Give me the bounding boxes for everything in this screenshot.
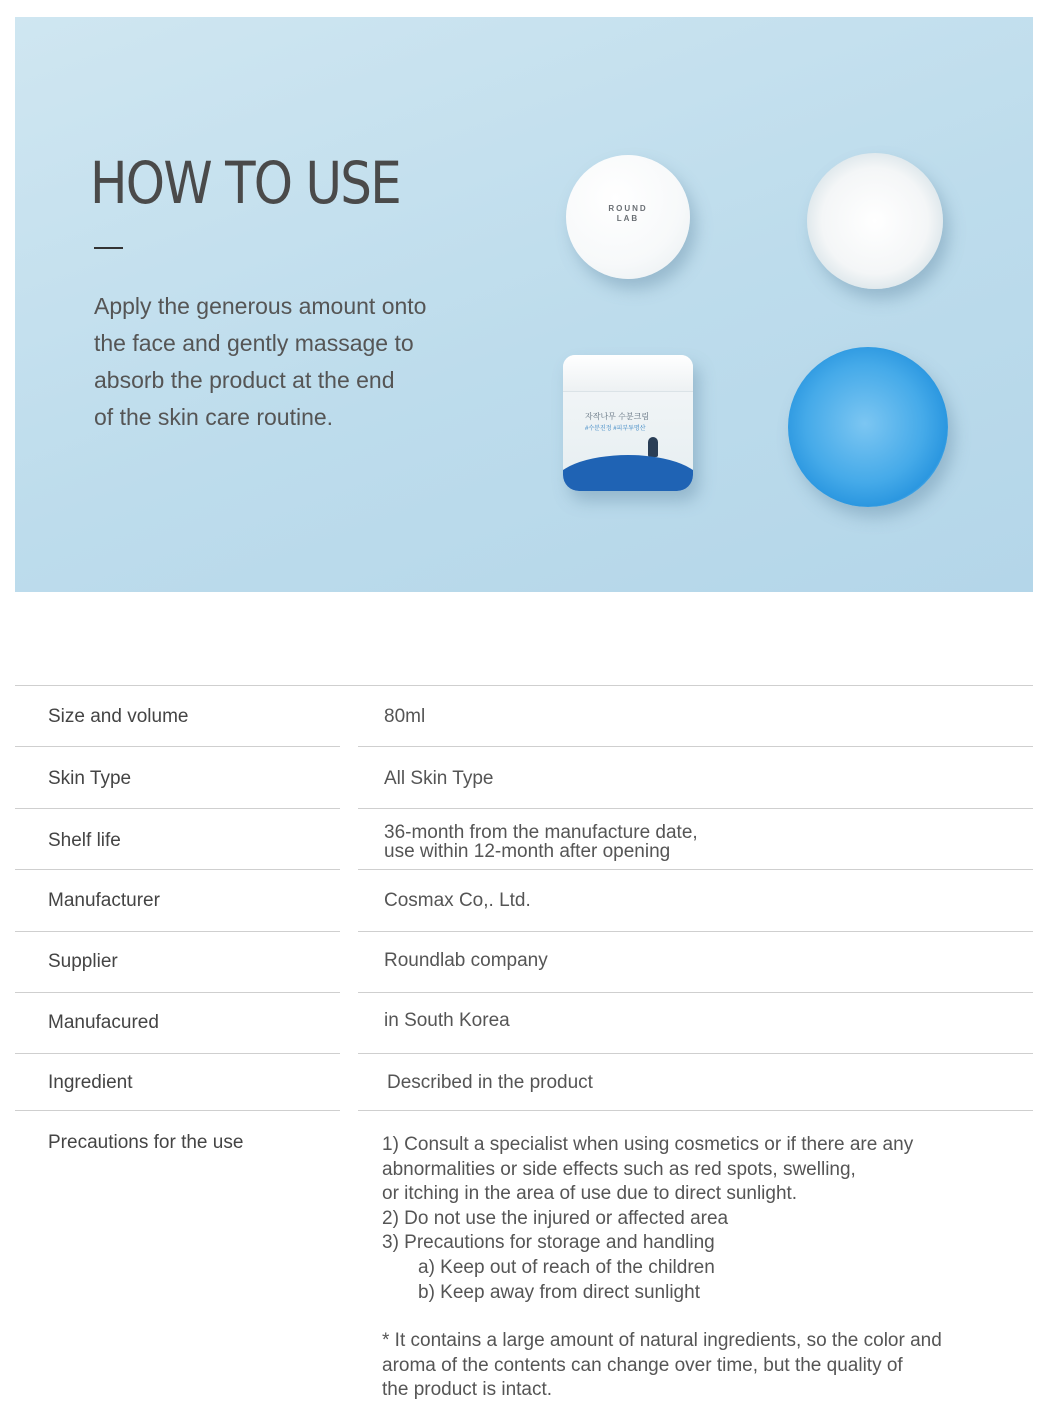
row-divider xyxy=(15,931,340,932)
precaution-line: 1) Consult a specialist when using cosmetics or if there are any xyxy=(382,1134,914,1155)
row-divider xyxy=(358,869,1033,870)
row-divider xyxy=(358,992,1033,993)
precaution-line: or itching in the area of use due to direct sunlight. xyxy=(382,1183,798,1205)
row-divider xyxy=(358,808,1033,809)
how-to-use-title: HOW TO USE xyxy=(90,149,401,217)
row-divider xyxy=(15,746,340,747)
title-divider xyxy=(94,247,123,249)
precaution-note-line: * It contains a large amount of natural ingredients, so the color and xyxy=(382,1330,942,1352)
shelf-life-label: Shelf life xyxy=(48,830,121,851)
jar-illustration-figure xyxy=(648,437,658,457)
brand-logo xyxy=(566,204,690,224)
shelf-life-value xyxy=(384,823,698,861)
precaution-line: abnormalities or side effects such as red spots, swelling, xyxy=(382,1158,856,1180)
description-line: absorb the product at the end xyxy=(94,367,395,393)
manufactured-value: in South Korea xyxy=(384,1010,510,1031)
row-divider xyxy=(358,1110,1033,1111)
jar-cap xyxy=(563,355,693,392)
shelf-life-line: use within 12-month after opening xyxy=(384,841,671,862)
precaution-note-line: aroma of the contents can change over time, but the quality of xyxy=(382,1354,903,1376)
row-divider xyxy=(15,992,340,993)
supplier-value: Roundlab company xyxy=(384,950,548,971)
row-divider xyxy=(15,869,340,870)
precaution-note-line: the product is intact. xyxy=(382,1379,553,1401)
shelf-life-line: 36-month from the manufacture date, xyxy=(384,822,698,843)
precaution-sub-line: b) Keep away from direct sunlight xyxy=(418,1281,700,1303)
manufactured-label: Manufacured xyxy=(48,1012,159,1033)
jar-label-name: 자작나무 수분크림 xyxy=(585,412,650,421)
manufacturer-value: Cosmax Co,. Ltd. xyxy=(384,890,531,911)
description-line: the face and gently massage to xyxy=(94,330,414,356)
jar-illustration-wave xyxy=(563,455,693,491)
row-divider xyxy=(15,1110,340,1111)
jar-label-tags: #수분진정 #피부투명산 xyxy=(585,426,646,432)
jar-lid-image xyxy=(566,155,690,279)
ingredient-label: Ingredient xyxy=(48,1072,133,1093)
row-divider xyxy=(358,1053,1033,1054)
skin-type-label: Skin Type xyxy=(48,768,132,789)
brand-logo-line: ROUND xyxy=(608,204,648,213)
row-divider xyxy=(15,808,340,809)
row-divider xyxy=(358,746,1033,747)
precautions-value xyxy=(382,1133,942,1403)
skin-type-value: All Skin Type xyxy=(384,768,494,789)
table-top-border xyxy=(15,685,1033,686)
size-volume-value: 80ml xyxy=(384,706,426,727)
gel-jar-image xyxy=(788,347,948,507)
precautions-label: Precautions for the use xyxy=(48,1132,244,1153)
row-divider xyxy=(358,931,1033,932)
description-line: of the skin care routine. xyxy=(94,404,334,430)
jar-label xyxy=(585,411,649,435)
how-to-use-banner xyxy=(15,17,1033,592)
how-to-use-description xyxy=(94,288,494,436)
cream-jar-top-image xyxy=(807,153,943,289)
precaution-sub-line: a) Keep out of reach of the children xyxy=(418,1256,715,1278)
brand-logo-line: LAB xyxy=(616,214,640,223)
precaution-line: 2) Do not use the injured or affected area xyxy=(382,1207,729,1229)
manufacturer-label: Manufacturer xyxy=(48,890,160,911)
cream-jar-side-image xyxy=(563,355,693,491)
supplier-label: Supplier xyxy=(48,951,118,972)
size-volume-label: Size and volume xyxy=(48,706,189,727)
row-divider xyxy=(15,1053,340,1054)
ingredient-value: Described in the product xyxy=(387,1072,593,1093)
precaution-line: 3) Precautions for storage and handling xyxy=(382,1232,715,1254)
description-line: Apply the generous amount onto xyxy=(94,293,427,319)
